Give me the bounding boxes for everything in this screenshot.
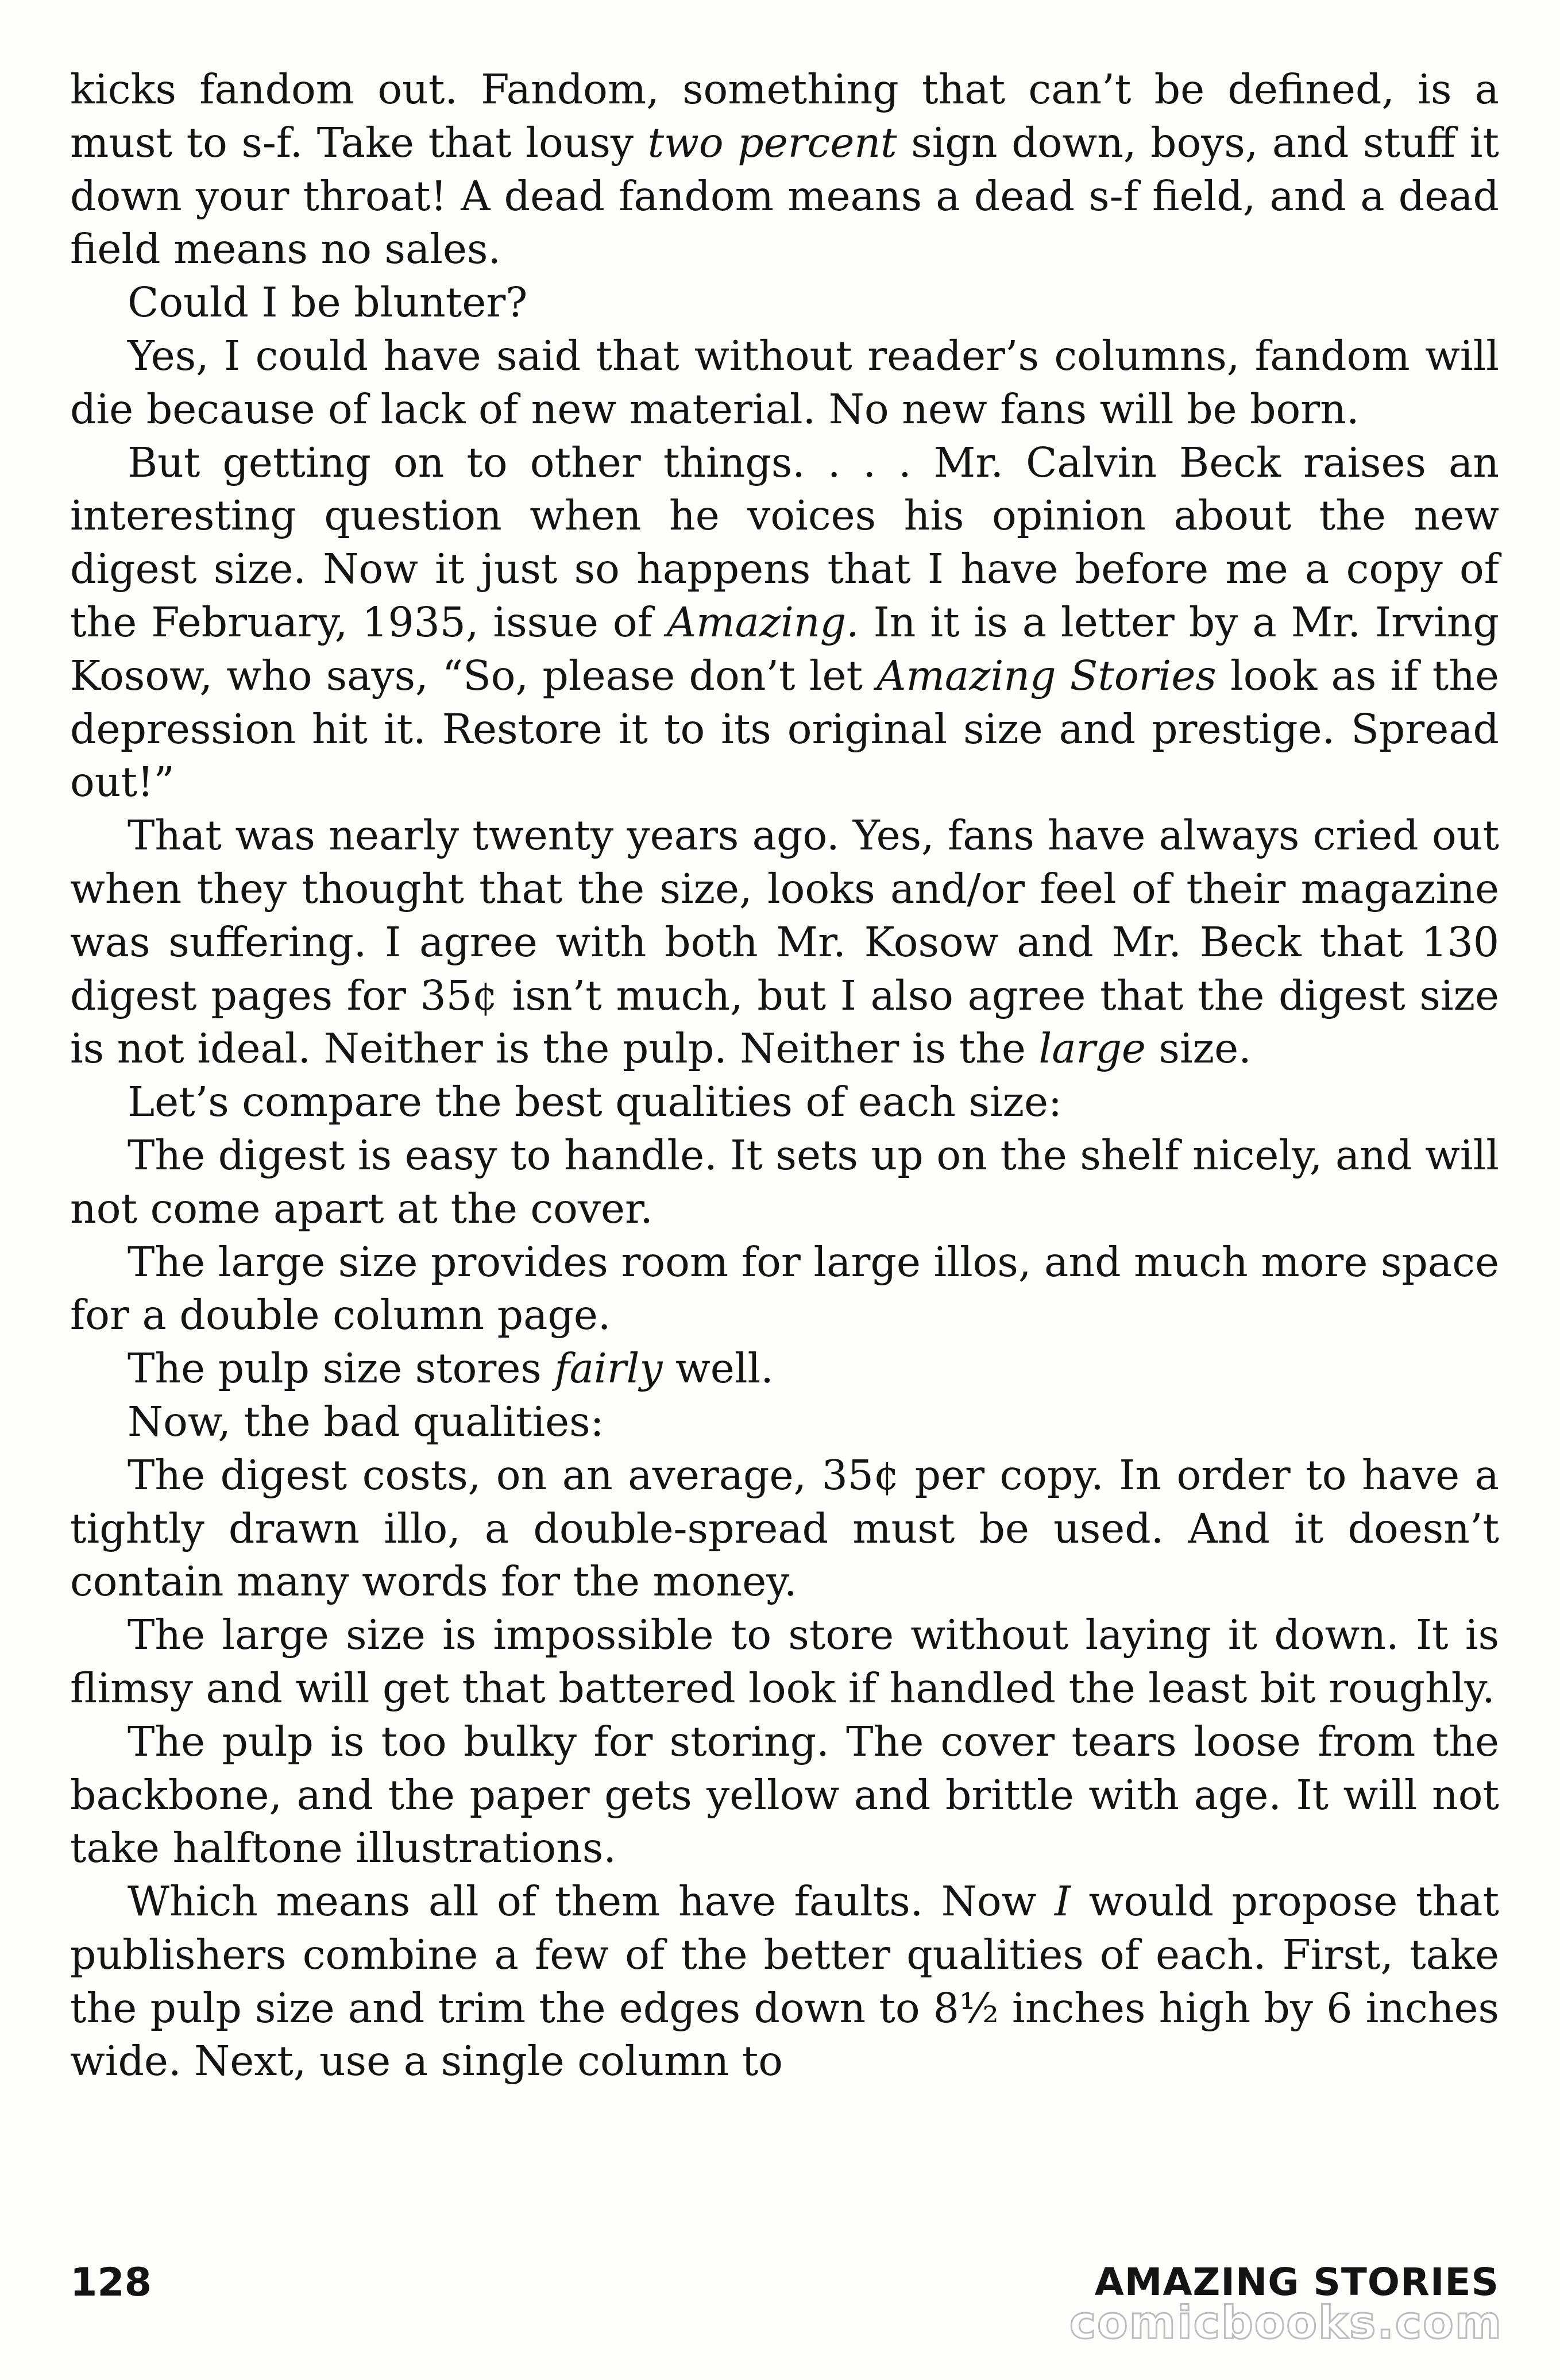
italic-text: I <box>1054 1877 1071 1926</box>
text-run: look as if the depression hit it. Restore it to its original size and prestige. Spread out!” <box>70 651 1499 806</box>
site-watermark: comicbooks.com <box>1069 2297 1503 2349</box>
running-head: AMAZING STORIES <box>1094 2260 1499 2304</box>
paragraph <box>70 1342 1499 1396</box>
paragraph <box>70 1129 1499 1236</box>
paragraph <box>70 1236 1499 1343</box>
paragraph <box>70 1716 1499 1875</box>
italic-text: large <box>1038 1025 1146 1073</box>
text-run: The digest is easy to handle. It sets up on the shelf nicely, and will not come apart at the cover. <box>70 1131 1499 1232</box>
paragraph <box>70 1396 1499 1449</box>
paragraph <box>70 276 1499 330</box>
italic-text: Amazing Stories <box>876 651 1217 700</box>
paragraph <box>70 809 1499 1076</box>
text-run: But getting on to other things. . . . Mr. Calvin Beck raises an interesting question when he voices his opinion about the new digest size. Now it just so happens that I have before me a copy of the February, 1935, issue of <box>70 438 1499 646</box>
text-run: Let’s compare the best qualities of each size: <box>128 1078 1062 1126</box>
text-run: The large size provides room for large illos, and much more space for a double column page. <box>70 1238 1499 1339</box>
paragraph <box>70 1875 1499 2088</box>
paragraph <box>70 63 1499 276</box>
letter-text-column <box>70 63 1499 2088</box>
text-run: size. <box>1145 1025 1252 1073</box>
text-run: Yes, I could have said that without reader’s columns, fandom will die because of lack of new material. No new fans will be born. <box>70 331 1499 433</box>
paragraph <box>70 1449 1499 1609</box>
text-run: The digest costs, on an average, 35¢ per copy. In order to have a tightly drawn illo, a double-spread must be used. And it doesn’t contain many words for the money. <box>70 1451 1499 1606</box>
text-run: The pulp is too bulky for storing. The cover tears loose from the backbone, and the paper gets yellow and brittle with age. It will not take halftone illustrations. <box>70 1717 1499 1872</box>
text-run: Could I be blunter? <box>128 279 528 327</box>
italic-text: two percent <box>647 118 897 167</box>
text-run: sign down, boys, and stuff it down your throat! A dead fandom means a dead s-f field, and a dead field means no sales. <box>70 118 1499 273</box>
paragraph <box>70 1609 1499 1716</box>
paragraph <box>70 1076 1499 1129</box>
text-run: well. <box>662 1344 774 1393</box>
paragraph <box>70 436 1499 810</box>
text-run: The large size is impossible to store without laying it down. It is flimsy and will get that battered look if handled the least bit roughly. <box>70 1611 1499 1712</box>
text-run: would propose that publishers combine a few of the better qualities of each. First, take the pulp size and trim the edges down to 8½ inches high by 6 inches wide. Next, use a single column to <box>70 1877 1499 2085</box>
text-run: That was nearly twenty years ago. Yes, fans have always cried out when they thought that the size, looks and/or feel of their magazine was suffering. I agree with both Mr. Kosow and Mr. Beck that 130 digest pages for 35¢ isn’t much, but I also agree that the digest size is not ideal. Neither is the pulp. Neither is the <box>70 812 1499 1073</box>
italic-text: Amazing. <box>666 598 859 646</box>
page-number: 128 <box>70 2260 152 2305</box>
text-run: The pulp size stores <box>128 1344 555 1393</box>
text-run: Which means all of them have faults. Now <box>128 1877 1055 1926</box>
italic-text: fairly <box>554 1344 663 1393</box>
text-run: Now, the bad qualities: <box>128 1397 604 1446</box>
text-run: In it is a letter by a Mr. Irving Kosow, who says, “So, please don’t let <box>70 598 1499 700</box>
paragraph <box>70 330 1499 436</box>
text-run: kicks fandom out. Fandom, something that can’t be defined, is a must to s-f. Take that lousy <box>70 65 1499 167</box>
